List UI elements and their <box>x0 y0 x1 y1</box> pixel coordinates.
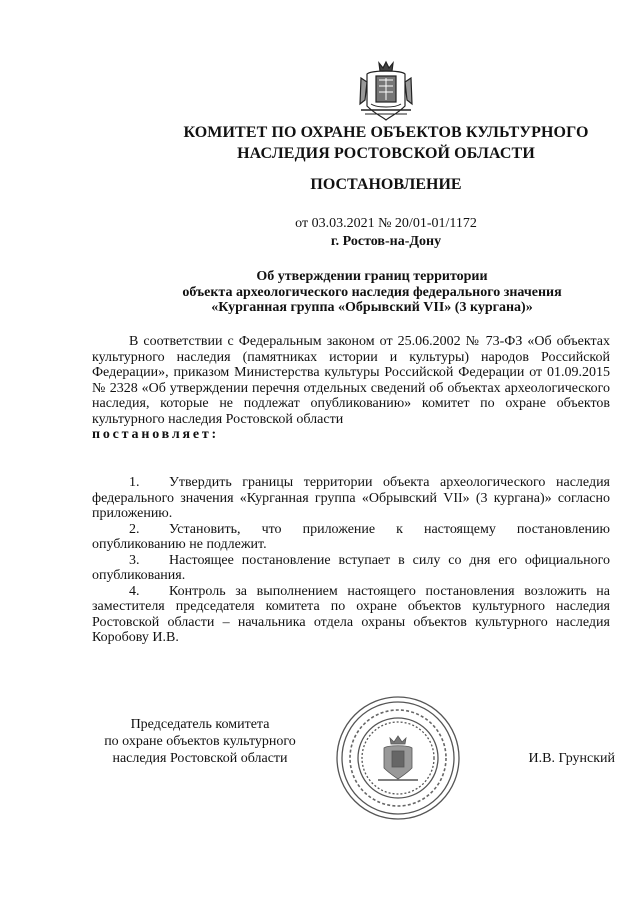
document-subject <box>92 269 640 316</box>
list-item <box>92 475 610 522</box>
organization-line-1: КОМИТЕТ ПО ОХРАНЕ ОБЪЕКТОВ КУЛЬТУРНОГО <box>183 124 589 141</box>
item-number: 4. <box>129 583 140 599</box>
preamble-text: В соответствии с Федеральным законом от 25.06.2002 № 73-ФЗ «Об объектах культурного наследия (памятниках истории и культуры) народов Российской Федерации», приказом Министерства культуры Российской Федерации от 01.09.2015 № 2328 «Об утверждении перечня отдельных сведений об объектах археологического наследия, которые не подлежат опубликованию» комитет по охране объектов культурного наследия Ростовской области <box>92 334 610 427</box>
item-text: Контроль за выполнением настоящего постановления возложить на заместителя председателя комитета по охране объектов культурного наследия Ростовской области – начальника отдела охраны объектов культурного наследия Коробову И.В. <box>92 583 610 645</box>
item-text: Установить, что приложение к настоящему постановлению опубликованию не подлежит. <box>92 521 610 552</box>
signatory-title <box>70 716 330 767</box>
resolution-items <box>92 475 610 646</box>
resolves-word: постановляет: <box>92 427 220 442</box>
signatory-title-line-2: по охране объектов культурного <box>104 734 296 749</box>
signatory-title-line-3: наследия Ростовской области <box>112 751 288 766</box>
preamble <box>92 334 610 443</box>
signatory-title-line-1: Председатель комитета <box>130 717 270 732</box>
list-item <box>92 522 610 553</box>
subject-line-3: «Курганная группа «Обрывский VII» (3 кургана)» <box>211 300 533 315</box>
organization-line-2: НАСЛЕДИЯ РОСТОВСКОЙ ОБЛАСТИ <box>237 145 535 162</box>
item-number: 1. <box>129 475 140 490</box>
organization-name <box>120 122 640 164</box>
item-text: Утвердить границы территории объекта археологического наследия федерального значения «Курганная группа «Обрывский VII» (3 кургана)» согласно приложению. <box>92 475 610 521</box>
document-type: ПОСТАНОВЛЕНИЕ <box>310 176 462 193</box>
signatory-name: И.В. Грунский <box>528 751 615 766</box>
list-item <box>92 584 610 646</box>
subject-line-2: объекта археологического наследия федерального значения <box>182 284 562 300</box>
item-text: Настоящее постановление вступает в силу со дня его официального опубликования. <box>92 552 610 583</box>
subject-line-1: Об утверждении границ территории <box>256 269 488 284</box>
list-item <box>92 553 610 584</box>
document-date-number: от 03.03.2021 № 20/01-01/1172 <box>295 216 477 231</box>
preamble-paragraph <box>92 334 610 443</box>
coat-of-arms-icon <box>357 60 415 124</box>
item-number: 2. <box>129 521 140 537</box>
official-seal-icon <box>334 694 462 822</box>
document-city: г. Ростов-на-Дону <box>330 234 442 249</box>
item-number: 3. <box>129 552 140 568</box>
